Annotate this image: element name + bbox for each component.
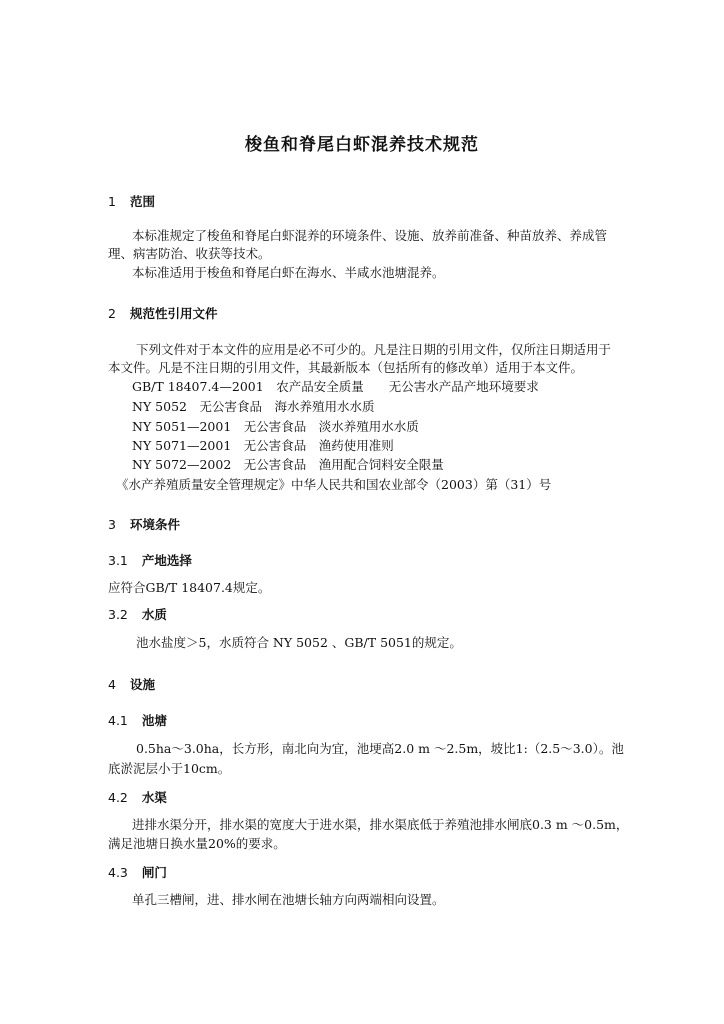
section-number: 1 — [108, 194, 116, 209]
section-number: 4.1 — [108, 713, 128, 728]
section-number: 4.3 — [108, 865, 128, 880]
section-title: 水质 — [141, 607, 167, 622]
paragraph: 本标准适用于梭鱼和脊尾白虾在海水、半咸水池塘混养。 — [132, 265, 445, 280]
section-4-2-heading — [108, 788, 167, 806]
reference-item: NY 5052 无公害食品 海水养殖用水水质 — [132, 399, 375, 414]
section-title: 规范性引用文件 — [129, 306, 218, 321]
reference-item: NY 5072—2002 无公害食品 渔用配合饲料安全限量 — [132, 457, 444, 472]
section-number: 4.2 — [108, 790, 128, 805]
section-3-1-heading — [108, 551, 192, 569]
section-title: 范围 — [129, 194, 155, 209]
section-4-1-heading — [108, 711, 167, 729]
reference-item: 《水产养殖质量安全管理规定》中华人民共和国农业部令（2003）第（31）号 — [116, 477, 552, 492]
paragraph: 0.5ha～3.0ha，长方形，南北向为宜，池埂高2.0 m ～2.5m，坡比1:（2.5～3.0）。池 — [136, 741, 624, 756]
paragraph: 池水盐度＞5，水质符合 NY 5052 、GB/T 5051的规定。 — [136, 635, 462, 650]
section-title: 池塘 — [141, 713, 167, 728]
paragraph: 满足池塘日换水量20%的要求。 — [108, 836, 286, 851]
section-number: 3.2 — [108, 607, 128, 622]
section-4-3-heading — [108, 863, 167, 881]
paragraph: 本标准规定了梭鱼和脊尾白虾混养的环境条件、设施、放养前准备、种苗放养、养成管 — [132, 228, 608, 243]
paragraph: 下列文件对于本文件的应用是必不可少的。凡是注日期的引用文件，仅所注日期适用于 — [136, 342, 612, 357]
section-title: 水渠 — [141, 790, 167, 805]
section-4-heading — [108, 675, 155, 693]
section-2-heading — [108, 304, 217, 322]
section-number: 4 — [108, 677, 116, 692]
paragraph: 底淤泥层小于10cm。 — [108, 761, 231, 776]
paragraph: 本文件。凡是不注日期的引用文件，其最新版本（包括所有的修改单）适用于本文件。 — [108, 360, 584, 375]
section-title: 环境条件 — [129, 517, 180, 532]
section-title: 闸门 — [141, 865, 167, 880]
paragraph: 理、病害防治、收获等技术。 — [108, 246, 271, 261]
section-number: 3 — [108, 517, 116, 532]
section-title: 产地选择 — [141, 553, 192, 568]
section-1-heading — [108, 192, 155, 210]
section-number: 3.1 — [108, 553, 128, 568]
page-title: 梭鱼和脊尾白虾混养技术规范 — [245, 135, 479, 155]
reference-item: NY 5071—2001 无公害食品 渔药使用准则 — [132, 438, 394, 453]
reference-item: NY 5051—2001 无公害食品 淡水养殖用水水质 — [132, 419, 419, 434]
section-3-heading — [108, 515, 180, 533]
reference-item: GB/T 18407.4—2001 农产品安全质量 无公害水产品产地环境要求 — [132, 379, 539, 394]
paragraph: 应符合GB/T 18407.4规定。 — [108, 580, 271, 595]
section-number: 2 — [108, 306, 116, 321]
paragraph: 进排水渠分开，排水渠的宽度大于进水渠，排水渠底低于养殖池排水闸底0.3 m ～0.5m， — [132, 817, 629, 832]
section-title: 设施 — [129, 677, 155, 692]
paragraph: 单孔三槽闸，进、排水闸在池塘长轴方向两端相向设置。 — [132, 892, 445, 907]
section-3-2-heading — [108, 605, 167, 623]
